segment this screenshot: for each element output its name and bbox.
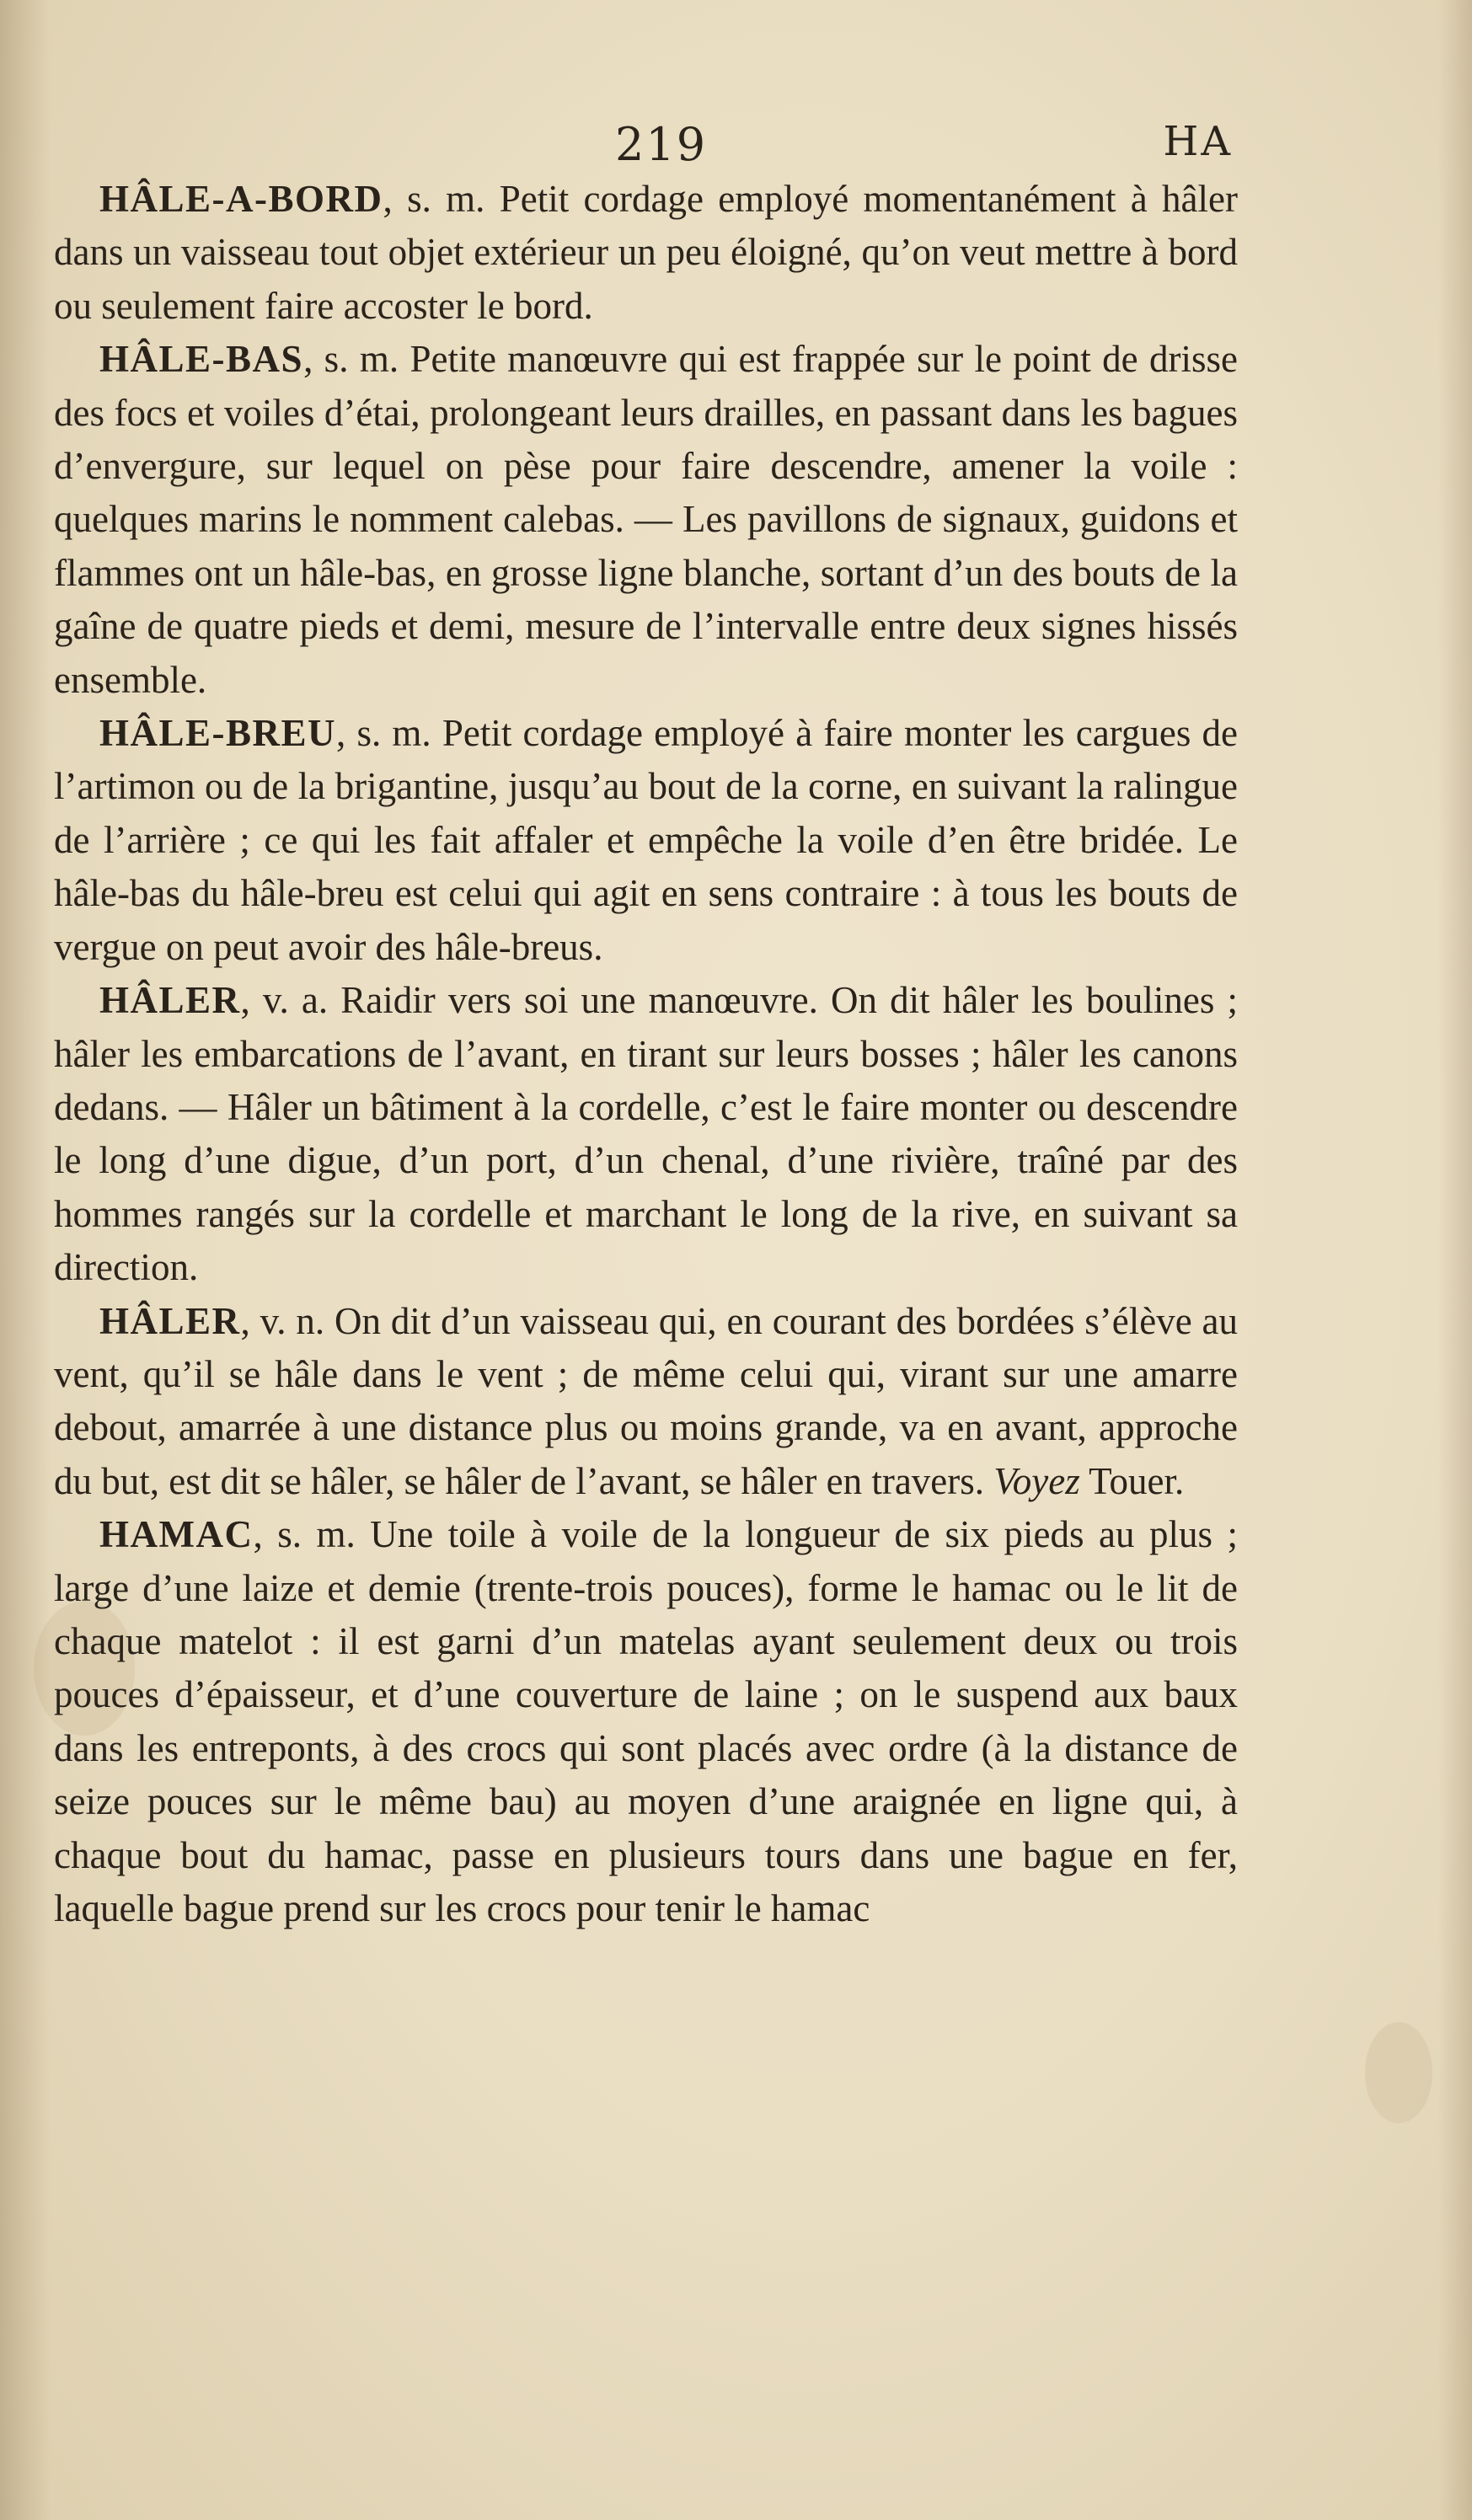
entry-grammar: , v. a. — [240, 979, 329, 1022]
paper-stain — [1365, 2022, 1432, 2123]
page-header — [0, 118, 1472, 177]
entry-headword: HÂLER — [99, 1299, 241, 1342]
cross-reference: Voyez — [993, 1459, 1080, 1502]
entry-headword: HÂLE-BAS — [99, 338, 304, 381]
dictionary-entry — [54, 1508, 1238, 1935]
cross-reference-target: Touer. — [1079, 1459, 1185, 1502]
dictionary-entry — [54, 974, 1238, 1294]
entry-headword: HÂLE-A-BORD — [99, 178, 383, 220]
entry-definition: Petit cordage employé à faire monter les cargues de l’artimon ou de la brigantine, jusqu’au bout de la corne, en suivant la ralingue de l’arrière ; ce qui les fait affaler et empêche la voile d’en être bridée. Le hâle-bas du hâle-breu est celui qui agit en sens contraire : à tous les bouts de vergue on peut avoir des hâle-breus. — [54, 712, 1238, 968]
entry-definition: Une toile à voile de la longueur de six pieds au plus ; large d’une laize et demie (trente-trois pouces), forme le hamac ou le lit de chaque matelot : il est garni d’un matelas ayant seulement deux ou trois pouces d’épaisseur, et d’une couverture de laine ; on le suspend aux baux dans les entreponts, à des crocs qui sont placés avec ordre (à la distance de seize pouces sur le même bau) au moyen d’une araignée en ligne qui, à chaque bout du hamac, passe en plusieurs tours dans une bague en fer, laquelle bague prend sur les crocs pour tenir le hamac — [54, 1513, 1238, 1929]
entry-grammar: , s. m. — [383, 178, 485, 220]
dictionary-text — [54, 173, 1238, 1935]
entry-grammar: , s. m. — [303, 338, 399, 381]
dictionary-entry — [54, 707, 1238, 974]
dictionary-entry — [54, 1295, 1238, 1509]
running-head: HA — [1163, 118, 1233, 165]
entry-definition: On dit d’un vaisseau qui, en courant des bordées s’élève au vent, qu’il se hâle dans le vent ; de même celui qui, virant sur une amarre debout, amarrée à une distance plus ou moins grande, va en avant, approche du but, est dit se hâler, se hâler de l’avant, se hâler en travers. — [54, 1299, 1239, 1502]
entry-grammar: , s. m. — [253, 1513, 356, 1556]
entry-headword: HÂLER — [99, 979, 241, 1022]
entry-grammar: , v. n. — [240, 1299, 325, 1342]
dictionary-entry — [54, 173, 1238, 333]
entry-headword: HAMAC — [99, 1513, 254, 1556]
entry-definition: Raidir vers soi une manœuvre. On dit hâler les boulines ; hâler les embarcations de l’avant, en tirant sur leurs bosses ; hâler les canons dedans. — Hâler un bâtiment à la cordelle, c’est le faire monter ou descendre le long d’une digue, d’un port, d’un chenal, d’une rivière, traîné par des hommes rangés sur la cordelle et marchant le long de la rive, en suivant sa direction. — [54, 979, 1238, 1289]
entry-definition: Petit cordage employé momentanément à hâler dans un vaisseau tout objet extérieur un peu éloigné, qu’on veut mettre à bord ou seulement faire accoster le bord. — [54, 178, 1238, 327]
entry-definition: Petite manœuvre qui est frappée sur le point de drisse des focs et voiles d’étai, prolongeant leurs drailles, en passant dans les bagues d’envergure, sur lequel on pèse pour faire descendre, amener la voile : quelques marins le nomment calebas. — Les pavillons de signaux, guidons et flammes ont un hâle-bas, en grosse ligne blanche, sortant d’un des bouts de la gaîne de quatre pieds et demi, mesure de l’intervalle entre deux signes hissés ensemble. — [54, 338, 1239, 701]
dictionary-entry — [54, 333, 1238, 707]
page-number: 219 — [615, 118, 708, 171]
entry-headword: HÂLE-BREU — [99, 712, 337, 755]
entry-grammar: , s. m. — [336, 712, 431, 755]
